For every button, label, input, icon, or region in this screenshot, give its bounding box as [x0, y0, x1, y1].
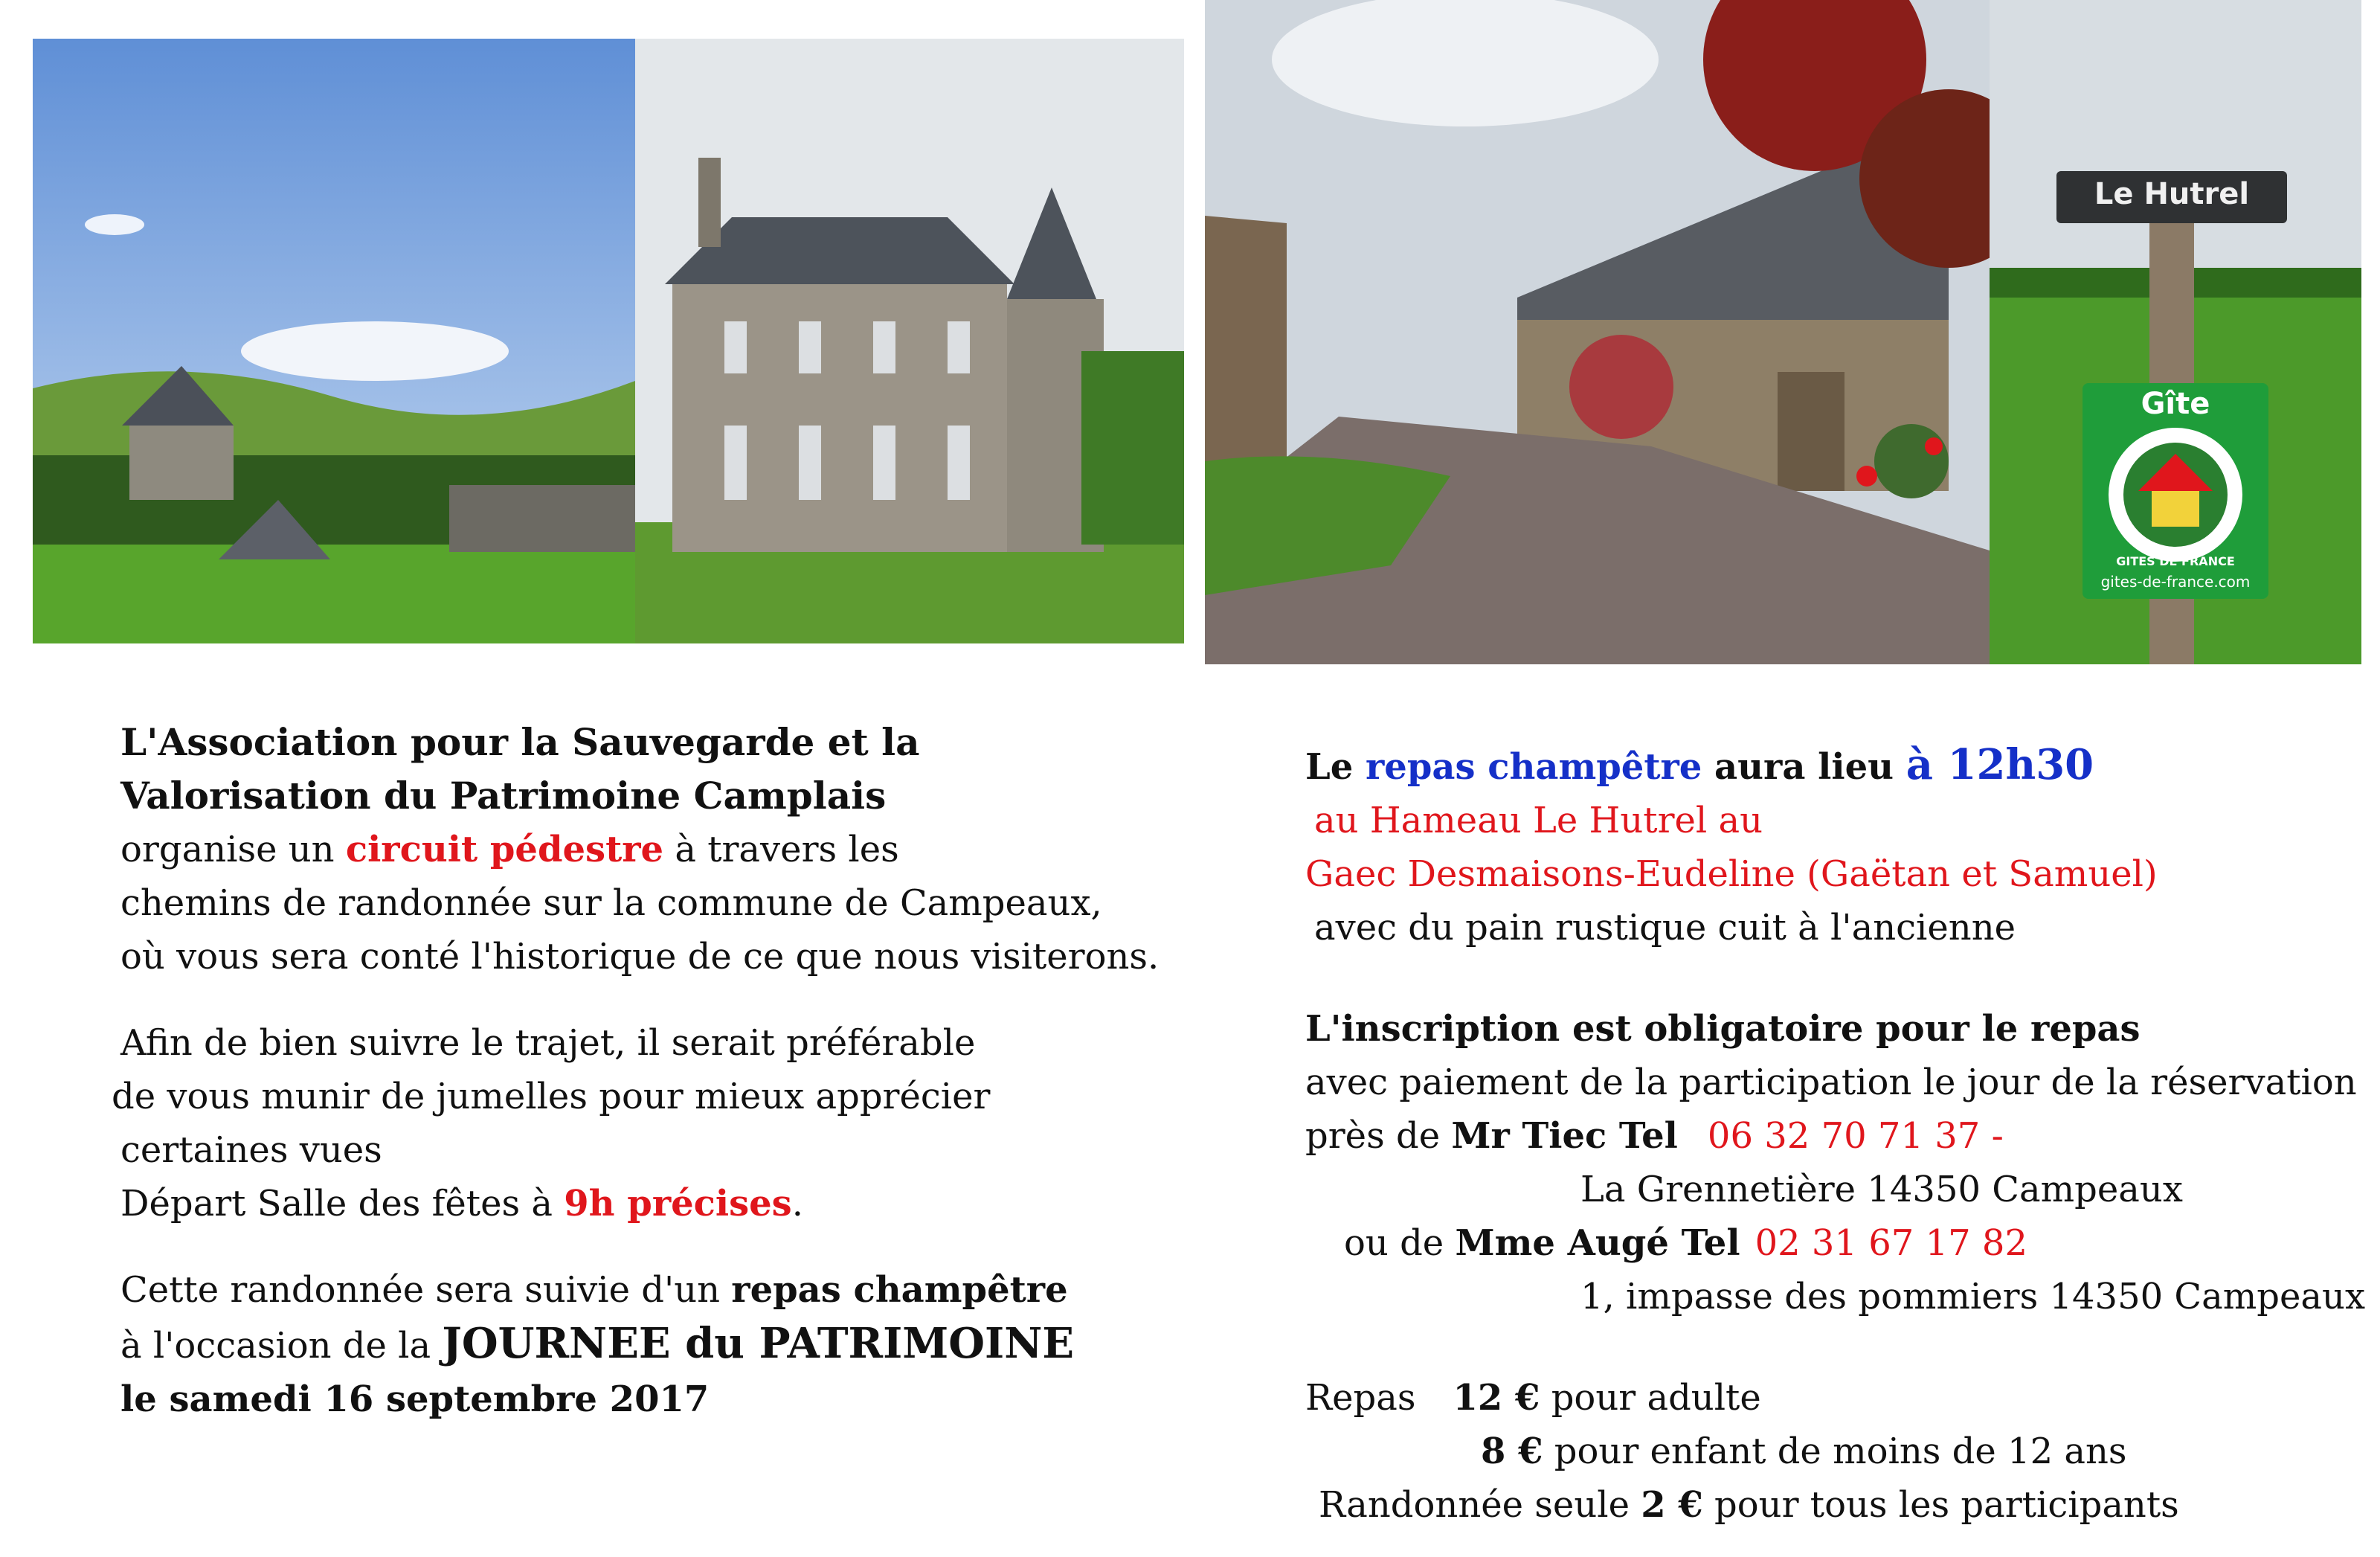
contact-2-line: ou de Mme Augé Tel 02 31 67 17 82: [1344, 1222, 2027, 1264]
gite-sign-label: Gîte: [2141, 387, 2210, 421]
advice-line-7: de vous munir de jumelles pour mieux apprécier: [112, 1076, 991, 1117]
photo-chateau-facade: [635, 39, 1184, 643]
photo-countryside-chateau: [33, 39, 635, 643]
price-child-line: 8 € pour enfant de moins de 12 ans: [1481, 1431, 2127, 1472]
hutrel-sign-name: Le Hutrel: [2094, 177, 2250, 211]
phone-1: 06 32 70 71 37 -: [1707, 1115, 2004, 1157]
photo-farm-courtyard: [1205, 0, 1990, 664]
location-line-1: au Hameau Le Hutrel au: [1314, 800, 1763, 841]
departure-line: Départ Salle des fêtes à 9h précises.: [120, 1183, 803, 1224]
advice-line-6: Afin de bien suivre le trajet, il serait préférable: [120, 1022, 976, 1064]
location-line-2: Gaec Desmaisons-Eudeline (Gaëtan et Samuel): [1305, 853, 2158, 895]
highlight-meal: repas champêtre: [731, 1269, 1068, 1311]
highlight-meal-time: à 12h30: [1905, 740, 2094, 789]
occasion-line-11: à l'occasion de la JOURNEE du PATRIMOINE: [120, 1319, 1075, 1368]
highlight-departure-time: 9h précises: [564, 1183, 792, 1224]
association-name-line-2: Valorisation du Patrimoine Camplais: [120, 774, 887, 818]
association-name-line-1: L'Association pour la Sauvegarde et la: [120, 720, 920, 764]
meal-line-10: Cette randonnée sera suivie d'un repas champêtre: [120, 1269, 1068, 1311]
intro-line-5: où vous sera conté l'historique de ce que nous visiterons.: [120, 936, 1160, 977]
gite-logo-text: GITES DE FRANCE: [2116, 554, 2235, 568]
highlight-circuit: circuit pédestre: [345, 829, 664, 870]
price-adult-line: Repas 12 € pour adulte: [1305, 1377, 1761, 1419]
date-line: le samedi 16 septembre 2017: [120, 1378, 710, 1420]
right-text-column: [1305, 738, 2365, 1532]
phone-2: 02 31 67 17 82: [1755, 1222, 2027, 1264]
intro-line-4: chemins de randonnée sur la commune de Campeaux,: [120, 882, 1102, 924]
intro-line-3: organise un circuit pédestre à travers les: [120, 829, 899, 870]
photo-le-hutrel-sign: [1990, 0, 2361, 664]
address-2: 1, impasse des pommiers 14350 Campeaux: [1580, 1276, 2366, 1317]
left-text-column: [112, 716, 1160, 1426]
registration-heading: L'inscription est obligatoire pour le repas: [1305, 1008, 2141, 1050]
highlight-journee: JOURNEE du PATRIMOINE: [442, 1319, 1075, 1368]
gite-url: gites-de-france.com: [2100, 573, 2251, 591]
price-hike-line: Randonnée seule 2 € pour tous les participants: [1319, 1484, 2179, 1526]
advice-line-8: certaines vues: [120, 1129, 382, 1171]
contact-1-line: près de Mr Tiec Tel 06 32 70 71 37 -: [1305, 1115, 2004, 1157]
payment-line: avec paiement de la participation le jour de la réservation: [1305, 1062, 2357, 1103]
bread-line: avec du pain rustique cuit à l'ancienne: [1314, 907, 2016, 948]
meal-time-line: Le repas champêtre aura lieu à 12h30: [1305, 740, 2094, 789]
address-1: La Grennetière 14350 Campeaux: [1580, 1169, 2183, 1210]
